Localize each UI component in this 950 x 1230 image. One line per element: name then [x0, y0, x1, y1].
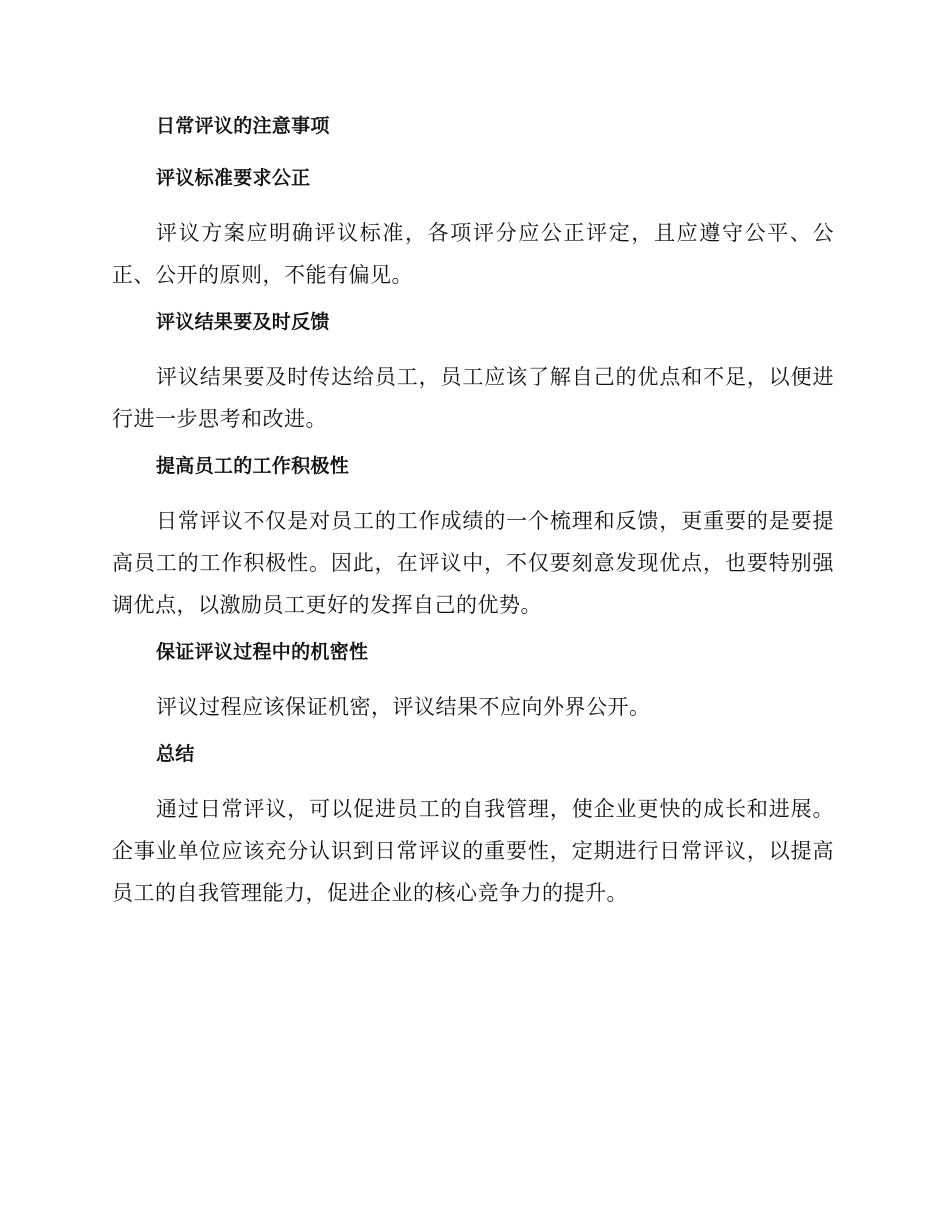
- section-heading-confidentiality: 保证评议过程中的机密性: [156, 641, 369, 663]
- section-body-summary: 通过日常评议，可以促进员工的自我管理，使企业更快的成长和进展。企事业单位应该充分认识到日常评议的重要性，定期进行日常评议，以提高员工的自我管理能力，促进企业的核心竞争力的提升。: [112, 797, 834, 905]
- section-heading-motivation: 提高员工的工作积极性: [156, 455, 350, 477]
- section-body-feedback: 评议结果要及时传达给员工，员工应该了解自己的优点和不足，以便进行进一步思考和改进。: [112, 365, 834, 431]
- document-page: [112, 108, 834, 922]
- section-body-motivation: 日常评议不仅是对员工的工作成绩的一个梳理和反馈，更重要的是要提高员工的工作积极性。因此，在评议中，不仅要刻意发现优点，也要特别强调优点，以激励员工更好的发挥自己的优势。: [112, 509, 834, 617]
- section-heading-fairness: 评议标准要求公正: [156, 167, 311, 189]
- section-heading-summary: 总结: [156, 743, 195, 765]
- section-body-fairness: 评议方案应明确评议标准，各项评分应公正评定，且应遵守公平、公正、公开的原则，不能有偏见。: [112, 221, 834, 287]
- section-heading-feedback: 评议结果要及时反馈: [156, 311, 330, 333]
- document-title: 日常评议的注意事项: [156, 115, 330, 137]
- section-body-confidentiality: 评议过程应该保证机密，评议结果不应向外界公开。: [156, 695, 651, 719]
